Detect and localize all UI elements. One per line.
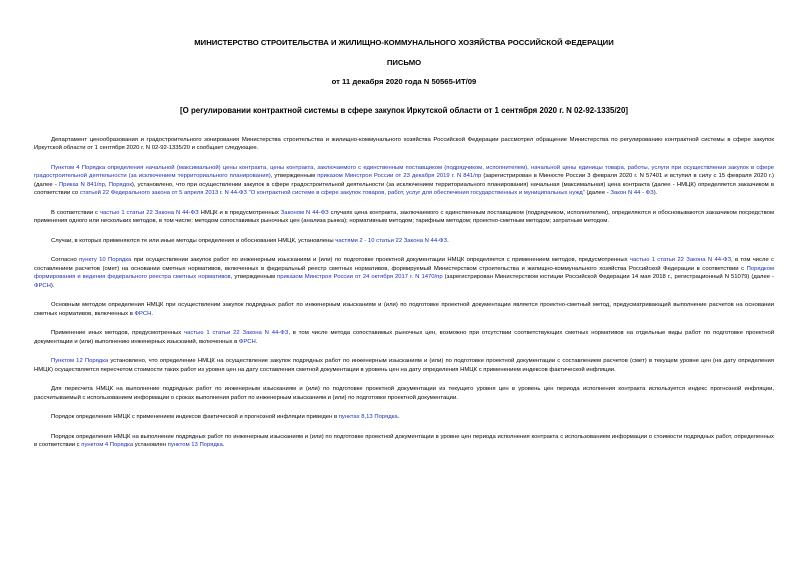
ministry-heading: МИНИСТЕРСТВО СТРОИТЕЛЬСТВА И ЖИЛИЩНО-КОММУНАЛЬНОГО ХОЗЯЙСТВА РОССИЙСКОЙ ФЕДЕРАЦИИ — [194, 38, 614, 47]
paragraph-text: установлен — [133, 442, 168, 449]
paragraph — [34, 385, 774, 402]
document-link[interactable]: Порядок — [108, 181, 132, 188]
document-body — [34, 136, 774, 450]
document-link[interactable]: ФРСН — [134, 310, 152, 317]
document-link[interactable]: частью 1 статьи 22 Закона N 44-ФЗ — [99, 209, 199, 216]
document-link[interactable]: Приказ N 841/пр — [58, 181, 105, 188]
paragraph-text: Применение иных методов, предусмотренных — [51, 330, 185, 337]
paragraph-text: (зарегистрирован в Минюсте России 3 февраля 2020 г. N 57401 и вступил в силу с 15 февраля 2020 г.) (далее - — [34, 173, 774, 188]
paragraph — [34, 237, 774, 245]
document-link[interactable]: Порядком формирования и ведения федерального реестра сметных нормативов — [34, 265, 774, 281]
paragraph — [34, 329, 774, 346]
paragraph-text: Случаи, в которых применяются те или иные методы определения и обоснования НМЦК, установлены — [51, 237, 336, 244]
paragraph — [34, 256, 774, 290]
paragraph — [34, 413, 774, 421]
paragraph-text: ). — [653, 190, 658, 197]
document-link[interactable]: частями 2 - 10 статьи 22 Закона N 44-ФЗ — [335, 237, 448, 244]
paragraph-text: случаях цена контракта, заключаемого с единственным поставщиком (подрядчиком, исполнителем), определяются и обосновываются заказчиком посредством применения одного или нескольких методов, в том числе: методом сопоставимых рыночных цен (анализа рынка); нормативным методом; тарифным методом; проектно-сметным методом; затратным методом. — [34, 209, 775, 225]
document-link[interactable]: пунктом 4 Порядка — [81, 442, 134, 449]
paragraph — [34, 164, 774, 198]
document-link[interactable]: пунктах 8,13 Порядка — [338, 414, 398, 421]
paragraph-text: , утвержденным — [270, 173, 318, 180]
document-type: ПИСЬМО — [386, 58, 422, 67]
paragraph-text: ), установлено, что при осуществлении закупок в сфере градостроительной деятельности (за исключением территориального планирования) начальная (максимальная) цена контракта (далее - НМЦК) определяется заказчиком в соответствии со — [34, 181, 774, 197]
paragraph — [34, 301, 774, 318]
paragraph-text: . — [222, 442, 225, 449]
paragraph-text: Порядок определения НМЦК с применением индексов фактической и прогнозной инфляции приведен в — [51, 414, 339, 421]
paragraph-text: В соответствии с — [51, 209, 100, 216]
paragraph-text: , в том числе метода сопоставимых рыночных цен, возможно при отсутствии соответствующих сметных нормативов на отдельные виды работ по подготовке проектной документации и (или) выполнению инженерных изысканий, включенных в — [34, 330, 775, 345]
document-link[interactable]: ФРСН — [238, 338, 256, 345]
paragraph-text: . — [255, 338, 258, 345]
paragraph-text: при осуществлении закупок работ по инженерным изысканиям и (или) по подготовке проектной документации НМЦК определяется с применением методов, предусмотренных — [131, 257, 630, 264]
paragraph-text: . — [447, 237, 449, 244]
document-link[interactable]: пунктом 13 Порядка — [167, 442, 223, 449]
document-link[interactable]: статьей 22 Федерального закона от 5 апреля 2013 г. N 44-ФЗ "О контрактной системе в сфере закупок товаров, работ, услуг для обеспечения государственных и муниципальных нужд" — [79, 190, 585, 197]
document-link[interactable]: приказом Минстроя России от 24 октября 2017 г. N 1470/пр — [277, 274, 443, 281]
paragraph-text: . — [151, 310, 154, 317]
paragraph — [34, 209, 774, 226]
paragraph-text: (зарегистрирован Министерством юстиции Российской Федерации 14 мая 2018 г., регистрационный N 51079) (далее - — [442, 274, 774, 281]
paragraph-text: Для пересчета НМЦК на выполнение подрядных работ по инженерным изысканиям и (или) по подготовке проектной документации из текущего уровня цен в уровень цен периода исполнения контракта используется индекс прогнозной инфляции, рассчитываемый с использованием информации о сроках выполнения работ по инженерным изысканиям и (или) по подготовке проектной документации. — [34, 386, 774, 401]
document-link[interactable]: частью 1 статьи 22 Закона N 44-ФЗ — [184, 330, 289, 337]
paragraph-text: , утвержденным — [230, 274, 278, 281]
paragraph — [34, 136, 774, 153]
paragraph-text: . — [397, 414, 400, 421]
paragraph-text: Департамент ценообразования и градостроительного зонирования Министерства строительства и жилищно-коммунального хозяйства Российской Федерации рассмотрел обращение Министерства по регулированию контрактной системы в сфере закупок Иркутской области от 1 сентября 2020 г. N 02-92-1335/20 и сообщает следующее. — [34, 137, 774, 152]
document-link[interactable]: Пунктом 4 Порядка определения начальной (максимальной) цены контракта, цены контракта, заключаемого с единственным поставщиком (подрядчиком, исполнителем), начальной цены единицы товара, работы, услуги при осуществлении закупок в сфере градостроительной деятельности (за исключением территориального планирования) — [34, 165, 774, 180]
paragraph-text: , в том числе с составлением расчетов (смет) на основании сметных нормативов, включенных в федеральный реестр сметных нормативов, формируемый Министерством строительства и жилищно-коммунального хозяйства Российской Федерации в соответствии с — [34, 257, 774, 272]
document-link[interactable]: ФРСН — [34, 282, 51, 289]
paragraph-text: Основным методом определения НМЦК при осуществлении закупок подрядных работ по инженерным изысканиям и (или) по подготовке проектной документации является проектно-сметный метод, предусматривающий выполнение расчетов на основании сметных нормативов, включенных в — [34, 302, 774, 317]
paragraph-text: установлено, что определение НМЦК на осуществление закупок подрядных работ по инженерным изысканиям и (или) по подготовке проектной документации с составлением расчетов (смет) в текущем уровне цен (на дату определения НМЦК) осуществляется пересчетом стоимости таких работ из уровня цен на дату составления сметной документации в уровень цен на дату определения НМЦК с применением индексов фактической инфляции. — [34, 358, 774, 373]
document-date-number: от 11 декабря 2020 года N 50565-ИТ/09 — [331, 77, 477, 86]
paragraph-text: Порядок определения НМЦК на выполнение подрядных работ по инженерным изысканиям и (или) по подготовке проектной документации в уровне цен периода исполнения контракта с использованием информации о стоимости подрядных работ, определенных в соответствии с — [34, 433, 774, 449]
paragraph-text: НМЦК и в предусмотренных — [198, 209, 281, 216]
document-link[interactable]: Закон N 44 - ФЗ — [610, 190, 654, 197]
paragraph — [34, 433, 774, 450]
document-link[interactable]: пункту 10 Порядка — [79, 257, 132, 264]
paragraph-text: ). — [50, 282, 55, 289]
document-link[interactable]: Пунктом 12 Порядка — [51, 358, 109, 365]
paragraph-text: , — [104, 181, 109, 188]
document-link[interactable]: Законом N 44-ФЗ — [280, 209, 329, 216]
paragraph-text: (далее - — [584, 190, 611, 197]
document-link[interactable]: частью 1 статьи 22 Закона N 44-ФЗ — [629, 257, 732, 264]
paragraph-text: Согласно — [51, 257, 80, 264]
paragraph — [34, 357, 774, 374]
document-link[interactable]: приказом Минстроя России от 23 декабря 2019 г. N 841/пр — [317, 173, 482, 180]
document-subject: [О регулировании контрактной системы в сфере закупок Иркутской области от 1 сентября 2020 г. N 02-92-1335/20] — [180, 106, 628, 115]
